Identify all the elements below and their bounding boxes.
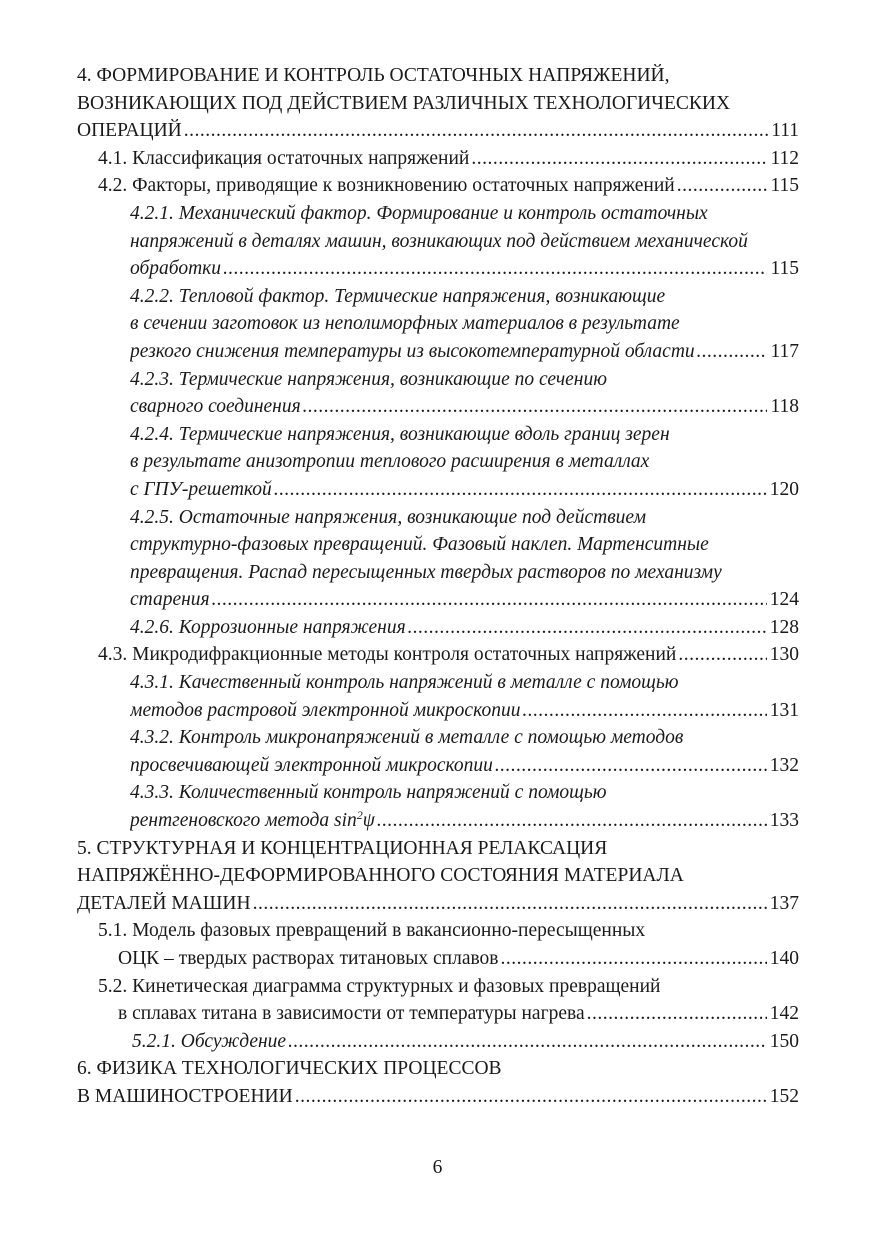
toc-entry-text: 5.1. Модель фазовых превращений в вакансионно-пересыщенных: [98, 920, 646, 942]
toc-page-number: 128: [769, 616, 799, 638]
toc-entry-text: 4.3.3. Количественный контроль напряжений с помощью: [130, 782, 607, 804]
toc-entry-text: ОПЕРАЦИЙ: [77, 120, 182, 142]
toc-entry-text: 4.3. Микродифракционные методы контроля остаточных напряжений: [98, 644, 677, 666]
toc-entry-text: В МАШИНОСТРОЕНИИ: [77, 1085, 293, 1107]
toc-entry-leader-line: [77, 890, 799, 918]
toc-page-number: 112: [770, 147, 799, 169]
toc-entry-text: в сплавах титана в зависимости от температуры нагрева: [118, 1003, 585, 1025]
toc-page-number: 115: [770, 175, 799, 197]
toc-entry-text: сварного соединения: [130, 396, 301, 418]
toc-entry-text: 6. ФИЗИКА ТЕХНОЛОГИЧЕСКИХ ПРОЦЕССОВ: [77, 1058, 502, 1080]
dot-leader: [303, 393, 768, 421]
toc-entry-4-2: [77, 172, 799, 200]
toc-entry-text: 4.2.1. Механический фактор. Формирование и контроль остаточных: [130, 202, 708, 224]
toc-entry-leader-line: [98, 145, 799, 173]
toc-page-number: 130: [769, 644, 799, 666]
toc-entry-text-part: рентгеновского метода sin: [130, 810, 357, 832]
toc-entry-leader-line: [98, 1000, 799, 1028]
toc-entry-leader-line: [130, 807, 799, 835]
toc-entry-leader-line: [98, 172, 799, 200]
toc-entry-text: 4.1. Классификация остаточных напряжений: [98, 147, 470, 169]
dot-leader: [495, 752, 767, 780]
dot-leader: [253, 890, 767, 918]
toc-entry-text: в сечении заготовок из неполиморфных материалов в результате: [130, 313, 680, 335]
toc-entry-text: методов растровой электронной микроскопии: [130, 699, 521, 721]
toc-entry-4-1: [77, 145, 799, 173]
toc-page-number: 152: [769, 1085, 799, 1107]
toc-entry-text: 4.2.4. Термические напряжения, возникающие вдоль границ зерен: [130, 423, 670, 445]
dot-leader: [223, 255, 767, 283]
toc-entry-4: [77, 62, 799, 145]
toc-entry-text: 4.2.6. Коррозионные напряжения: [130, 616, 406, 638]
toc-entry-text: обработки: [130, 258, 222, 280]
dot-leader: [184, 117, 768, 145]
psi-symbol: ψ: [362, 810, 375, 832]
dot-leader: [697, 338, 768, 366]
toc-entry-leader-line: [130, 255, 799, 283]
dot-leader: [377, 807, 767, 835]
toc-page-number: 142: [769, 1003, 799, 1025]
toc-entry-text: старения: [130, 589, 210, 611]
toc-page-number: 111: [771, 120, 799, 142]
toc-entry-leader-line: [130, 476, 799, 504]
toc-entry-text: напряжений в деталях машин, возникающих под действием механической: [130, 230, 748, 252]
toc-entry-5-2: [77, 973, 799, 1028]
toc-entry-leader-line: [130, 752, 799, 780]
dot-leader: [677, 172, 768, 200]
toc-page-number: 133: [769, 810, 799, 832]
toc-entry-leader-line: [77, 117, 799, 145]
dot-leader: [212, 586, 767, 614]
toc-entry-text: 4.2.2. Тепловой фактор. Термические напряжения, возникающие: [130, 285, 666, 307]
toc-entry-4-2-3: [77, 366, 799, 421]
dot-leader: [471, 145, 767, 173]
toc-entry-text: 4. ФОРМИРОВАНИЕ И КОНТРОЛЬ ОСТАТОЧНЫХ НАПРЯЖЕНИЙ,: [77, 65, 670, 86]
dot-leader: [501, 945, 767, 973]
toc-entry-text: превращения. Распад пересыщенных твердых растворов по механизму: [130, 561, 722, 583]
toc-entry-text: резкого снижения температуры из высокотемпературной области: [130, 340, 695, 362]
toc-entry-text: в результате анизотропии теплового расширения в металлах: [130, 451, 650, 473]
toc-page-number: 115: [770, 258, 799, 280]
toc-entry-text: ВОЗНИКАЮЩИХ ПОД ДЕЙСТВИЕМ РАЗЛИЧНЫХ ТЕХНОЛОГИЧЕСКИХ: [77, 92, 731, 114]
toc-entry-leader-line: [132, 1028, 799, 1056]
toc-page-number: 124: [769, 589, 799, 611]
toc-entry-text: 4.2.5. Остаточные напряжения, возникающие под действием: [130, 506, 647, 528]
toc-entry-text: структурно-фазовых превращений. Фазовый наклеп. Мартенситные: [130, 534, 709, 556]
toc-entry-4-3: [77, 641, 799, 669]
toc-entry-leader-line: [130, 586, 799, 614]
toc-entry-text: 4.3.2. Контроль микронапряжений в металле с помощью методов: [130, 727, 684, 749]
page-number: 6: [432, 1157, 443, 1178]
dot-leader: [587, 1000, 767, 1028]
superscript: 2: [356, 808, 363, 823]
toc-entry-text: 4.3.1. Качественный контроль напряжений в металле с помощью: [130, 672, 679, 694]
toc-entry-text: 5.2. Кинетическая диаграмма структурных и фазовых превращений: [98, 975, 661, 997]
toc-entry-text: [130, 807, 375, 835]
toc-entry-text: ДЕТАЛЕЙ МАШИН: [77, 892, 251, 914]
toc-entry-leader-line: [130, 393, 799, 421]
toc-entry-4-3-3: [77, 779, 799, 834]
toc-page-number: 137: [769, 892, 799, 914]
toc-entry-6: [77, 1055, 799, 1110]
toc-entry-leader-line: [130, 338, 799, 366]
toc-entry-5: [77, 835, 799, 918]
dot-leader: [274, 476, 767, 504]
table-of-contents: [77, 62, 799, 1111]
toc-entry-leader-line: [98, 641, 799, 669]
toc-entry-4-2-5: [77, 504, 799, 614]
toc-page-number: 150: [769, 1030, 799, 1052]
toc-entry-4-2-4: [77, 421, 799, 504]
toc-entry-text: с ГПУ-решеткой: [130, 478, 272, 500]
toc-page-number: 117: [770, 340, 799, 362]
toc-entry-4-2-6: [77, 614, 799, 642]
toc-entry-text: 4.2.3. Термические напряжения, возникающие по сечению: [130, 368, 607, 390]
toc-page-number: 131: [769, 699, 799, 721]
dot-leader: [522, 697, 766, 725]
toc-page-number: 120: [769, 478, 799, 500]
toc-page-number: 140: [769, 948, 799, 969]
toc-entry-text: просвечивающей электронной микроскопии: [130, 754, 493, 776]
toc-entry-4-2-2: [77, 283, 799, 366]
toc-entry-leader-line: [98, 945, 799, 973]
toc-entry-text: ОЦК – твердых растворах титановых сплавов: [118, 948, 499, 969]
toc-entry-4-2-1: [77, 200, 799, 283]
dot-leader: [295, 1083, 767, 1111]
toc-entry-leader-line: [130, 614, 799, 642]
toc-entry-4-3-1: [77, 669, 799, 724]
toc-entry-5-2-1: [77, 1028, 799, 1056]
toc-entry-text: 5.2.1. Обсуждение: [132, 1030, 287, 1052]
toc-entry-4-3-2: [77, 724, 799, 779]
dot-leader: [678, 641, 766, 669]
toc-entry-text: 5. СТРУКТУРНАЯ И КОНЦЕНТРАЦИОННАЯ РЕЛАКСАЦИЯ: [77, 837, 608, 859]
dot-leader: [408, 614, 767, 642]
toc-entry-leader-line: [130, 697, 799, 725]
toc-entry-text: НАПРЯЖЁННО-ДЕФОРМИРОВАННОГО СОСТОЯНИЯ МАТЕРИАЛА: [77, 865, 684, 887]
toc-entry-5-1: [77, 917, 799, 972]
toc-page-number: 132: [769, 754, 799, 776]
toc-page-number: 118: [770, 396, 799, 418]
dot-leader: [288, 1028, 767, 1056]
toc-entry-text: 4.2. Факторы, приводящие к возникновению остаточных напряжений: [98, 175, 675, 197]
toc-entry-leader-line: [77, 1083, 799, 1111]
